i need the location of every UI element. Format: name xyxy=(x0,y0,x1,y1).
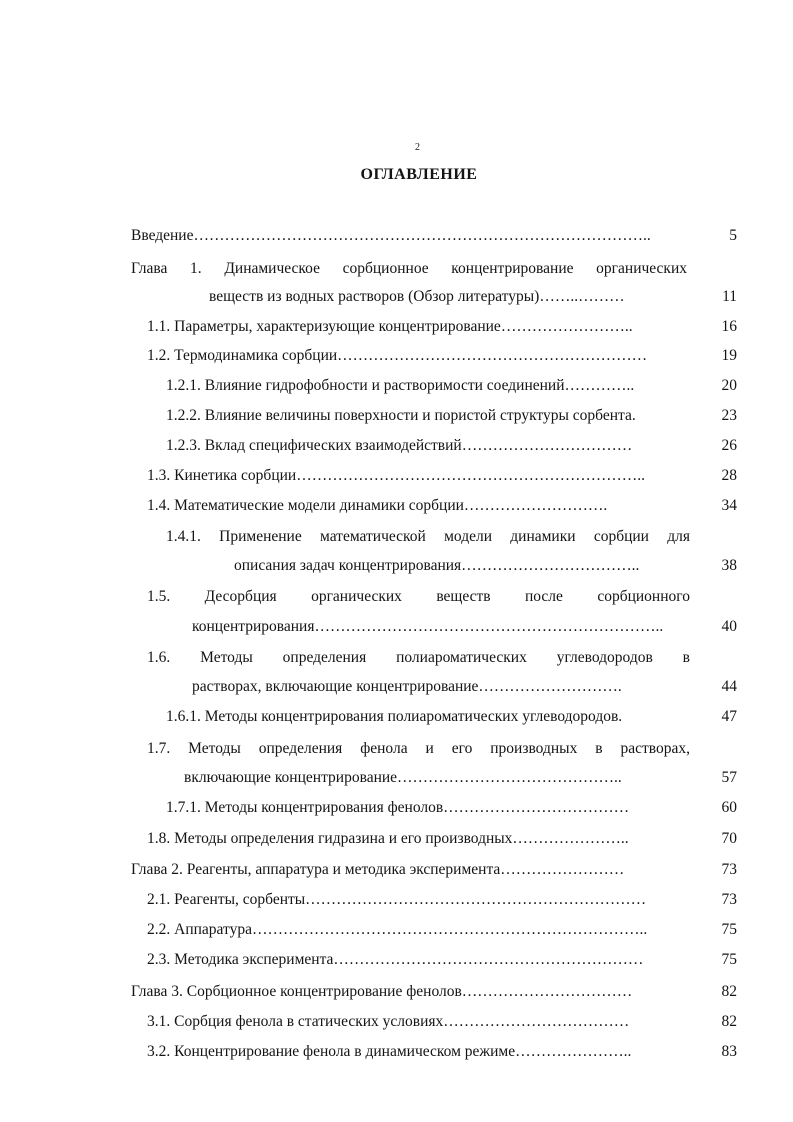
toc-entry-text: 1.6. Методы определения полиароматических углеводородов в xyxy=(147,649,690,666)
page-number: 2 xyxy=(415,142,420,153)
toc-entry-text: Глава 3. Сорбционное концентрирование фенолов…………………………… xyxy=(131,983,633,1000)
toc-entry-text: 1.1. Параметры, характеризующие концентрирование…………………….. xyxy=(147,318,633,335)
toc-entry-text: 1.2.3. Вклад специфических взаимодействий…………………………… xyxy=(166,437,633,454)
toc-entry-page: 28 xyxy=(721,467,737,484)
toc-entry-page: 60 xyxy=(721,799,737,816)
toc-entry-page: 20 xyxy=(721,377,737,394)
toc-entry-text: 1.6.1. Методы концентрирования полиароматических углеводородов. xyxy=(166,708,623,725)
toc-entry-text: концентрирования………………………………………………………….. xyxy=(192,618,664,635)
toc-entry-text: 1.2.2. Влияние величины поверхности и пористой структуры сорбента. xyxy=(166,407,636,424)
toc-entry-page: 23 xyxy=(721,407,737,424)
toc-entry-page: 70 xyxy=(721,830,737,847)
toc-entry-page: 75 xyxy=(721,921,737,938)
toc-entry-page: 73 xyxy=(721,861,737,878)
toc-entry-text: 1.3. Кинетика сорбции………………………………………………………….. xyxy=(147,467,645,484)
toc-entry-text: включающие концентрирование…………………………………….. xyxy=(184,769,622,786)
toc-entry-text: 3.2. Концентрирование фенола в динамическом режиме………………….. xyxy=(147,1043,632,1060)
toc-entry-page: 82 xyxy=(721,983,737,1000)
toc-entry-page: 82 xyxy=(721,1013,737,1030)
toc-entry-page: 26 xyxy=(721,437,737,454)
page-title: ОГЛАВЛЕНИЕ xyxy=(360,166,478,183)
toc-entry-text: Глава 1. Динамическое сорбционное концентрирование органических xyxy=(131,260,687,277)
toc-entry-text: 2.2. Аппаратура………………………………………………………………….. xyxy=(147,921,648,938)
toc-entry-text: 1.2.1. Влияние гидрофобности и растворимости соединений………….. xyxy=(166,377,635,394)
toc-entry-text: 1.2. Термодинамика сорбции…………………………………………………… xyxy=(147,347,648,364)
toc-entry-text: растворах, включающие концентрирование………………………. xyxy=(192,678,622,695)
toc-entry-page: 83 xyxy=(721,1043,737,1060)
toc-entry-page: 57 xyxy=(721,769,737,786)
toc-entry-text: веществ из водных растворов (Обзор литературы)……..……… xyxy=(209,288,625,305)
toc-entry-text: 2.3. Методика эксперимента…………………………………………………… xyxy=(147,951,644,968)
toc-entry-text: 1.7.1. Методы концентрирования фенолов……………………………… xyxy=(166,799,630,816)
toc-entry-page: 44 xyxy=(721,678,737,695)
toc-entry-page: 19 xyxy=(721,347,737,364)
toc-entry-page: 16 xyxy=(721,318,737,335)
toc-entry-page: 38 xyxy=(721,557,737,574)
toc-entry-text: 1.7. Методы определения фенола и его производных в растворах, xyxy=(147,740,690,757)
toc-entry-text: описания задач концентрирования…………………………….. xyxy=(234,557,640,574)
toc-entry-text: Глава 2. Реагенты, аппаратура и методика эксперимента…………………… xyxy=(131,861,625,878)
toc-entry-page: 75 xyxy=(721,951,737,968)
toc-entry-page: 73 xyxy=(721,891,737,908)
toc-entry-text: 3.1. Сорбция фенола в статических условиях……………………………… xyxy=(147,1013,630,1030)
toc-entry-text: 1.4.1. Применение математической модели динамики сорбции для xyxy=(166,528,690,545)
toc-entry-text: 1.4. Математические модели динамики сорбции………………………. xyxy=(147,497,608,514)
toc-entry-page: 34 xyxy=(721,497,737,514)
toc-entry-page: 40 xyxy=(721,618,737,635)
toc-entry-page: 5 xyxy=(729,227,737,244)
toc-entry-text: 1.8. Методы определения гидразина и его производных………………….. xyxy=(147,830,629,847)
toc-entry-page: 11 xyxy=(722,288,737,305)
toc-entry-text: 1.5. Десорбция органических веществ после сорбционного xyxy=(147,588,690,605)
toc-entry-text: 2.1. Реагенты, сорбенты………………………………………………………… xyxy=(147,891,647,908)
toc-entry-page: 47 xyxy=(721,708,737,725)
toc-entry-text: Введение…………………………………………………………………………….. xyxy=(131,227,651,244)
